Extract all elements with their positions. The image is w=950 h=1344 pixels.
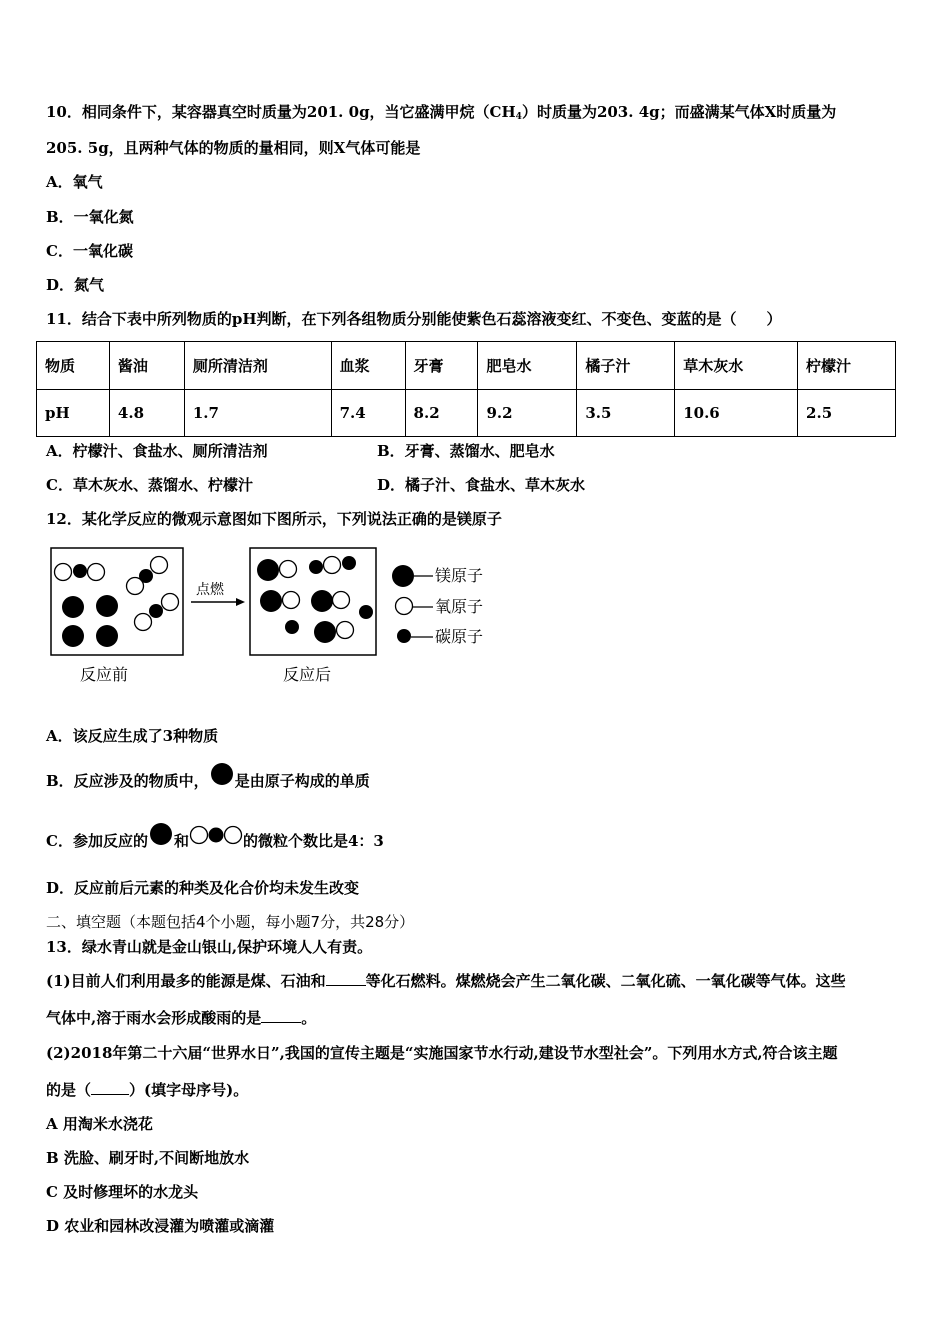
q13-part1-post: 等化石燃料。煤燃烧会产生二氧化碳、二氧化硫、一氧化碳等气体。这些 bbox=[365, 972, 846, 990]
legend-oxygen-label: 氧原子 bbox=[435, 597, 484, 616]
answer-blank[interactable] bbox=[326, 971, 366, 986]
table-cell: 9.2 bbox=[478, 389, 577, 437]
q12-option-c-mid: 和 bbox=[173, 832, 189, 850]
table-cell: 血浆 bbox=[331, 342, 405, 390]
table-cell: 7.4 bbox=[331, 389, 405, 437]
magnesium-atom bbox=[314, 621, 336, 643]
q12-option-c bbox=[46, 822, 384, 861]
oxygen-atom bbox=[151, 557, 168, 574]
magnesium-atom-icon bbox=[209, 763, 235, 801]
arrow-head bbox=[236, 598, 245, 606]
carbon-atom bbox=[342, 556, 356, 570]
oxygen-atom bbox=[337, 622, 354, 639]
oxygen-atom bbox=[280, 561, 297, 578]
carbon-atom bbox=[309, 560, 323, 574]
legend-carbon-atom bbox=[397, 629, 411, 643]
q12-option-b-post: 是由原子构成的单质 bbox=[234, 772, 370, 790]
oxygen-atom bbox=[55, 564, 72, 581]
magnesium-atom bbox=[260, 590, 282, 612]
carbon-atom bbox=[139, 569, 153, 583]
ch4-subscript: 4 bbox=[515, 112, 522, 122]
legend-carbon-label: 碳原子 bbox=[435, 627, 484, 646]
table-cell: 柠檬汁 bbox=[798, 342, 896, 390]
carbon-atom bbox=[285, 620, 299, 634]
q10-line1-pre: 10．相同条件下，某容器真空时质量为201. 0g，当它盛满甲烷（CH bbox=[46, 103, 516, 121]
q12-option-a: A．该反应生成了3种物质 bbox=[46, 727, 219, 745]
q13-part2-line2-post: ）(填字母序号)。 bbox=[129, 1081, 249, 1099]
magnesium-atom bbox=[311, 590, 333, 612]
q13-part1-line1 bbox=[46, 971, 846, 991]
q13-stem: 13．绿水青山就是金山银山,保护环境人人有责。 bbox=[46, 938, 373, 956]
arrow-label: 点燃 bbox=[196, 582, 224, 598]
q10-line1-post: ）时质量为203. 4g；而盛满某气体X时质量为 bbox=[521, 103, 837, 121]
q10-option-b: B．一氧化氮 bbox=[46, 208, 134, 226]
magnesium-atom bbox=[62, 625, 84, 647]
magnesium-atom bbox=[257, 559, 279, 581]
q13-part2-line1: (2)2018年第二十六届“世界水日”,我国的宣传主题是“实施国家节水行动,建设节水型社会”。下列用水方式,符合该主题 bbox=[46, 1044, 838, 1062]
q12-option-d: D．反应前后元素的种类及化合价均未发生改变 bbox=[46, 879, 360, 897]
q11-option-b: B．牙膏、蒸馏水、肥皂水 bbox=[377, 442, 555, 460]
q10-option-c: C．一氧化碳 bbox=[46, 242, 133, 260]
q13-option-c: C 及时修理坏的水龙头 bbox=[46, 1183, 199, 1201]
carbon-atom bbox=[359, 605, 373, 619]
section-heading: 二、填空题（本题包括4个小题，每小题7分，共28分） bbox=[46, 913, 415, 931]
legend-magnesium-atom bbox=[392, 565, 414, 587]
table-cell: 8.2 bbox=[405, 389, 478, 437]
magnesium-atom bbox=[96, 595, 118, 617]
q13-option-a: A 用淘米水浇花 bbox=[46, 1115, 153, 1133]
magnesium-atom-icon bbox=[148, 823, 174, 861]
legend-magnesium-label: 镁原子 bbox=[435, 566, 484, 585]
q10-option-d: D．氮气 bbox=[46, 276, 105, 294]
table-cell: 草木灰水 bbox=[675, 342, 798, 390]
q12-option-b-pre: B．反应涉及的物质中， bbox=[46, 772, 209, 790]
table-cell: 10.6 bbox=[675, 389, 798, 437]
carbon-atom bbox=[73, 564, 87, 578]
table-cell: 肥皂水 bbox=[478, 342, 577, 390]
q10-option-a: A．氧气 bbox=[46, 173, 103, 191]
q11-option-d: D．橘子汁、食盐水、草木灰水 bbox=[377, 476, 586, 494]
q13-option-d: D 农业和园林改浸灌为喷灌或滴灌 bbox=[46, 1217, 275, 1235]
q11-stem: 11．结合下表中所列物质的pH判断，在下列各组物质分别能使紫色石蕊溶液变红、不变色、变蓝的是（ ） bbox=[46, 310, 782, 328]
q13-part2-line2 bbox=[46, 1080, 248, 1100]
q12-option-c-post: 的微粒个数比是4：3 bbox=[242, 832, 384, 850]
table-cell: 物质 bbox=[37, 342, 110, 390]
q13-option-b: B 洗脸、刷牙时,不间断地放水 bbox=[46, 1149, 250, 1167]
table-cell: 1.7 bbox=[184, 389, 331, 437]
table-cell: 3.5 bbox=[577, 389, 675, 437]
magnesium-atom bbox=[96, 625, 118, 647]
q12-stem: 12．某化学反应的微观示意图如下图所示，下列说法正确的是镁原子 bbox=[46, 510, 502, 528]
legend-oxygen-atom bbox=[396, 598, 413, 615]
oxygen-atom bbox=[135, 614, 152, 631]
oxygen-atom bbox=[324, 557, 341, 574]
answer-blank[interactable] bbox=[91, 1080, 129, 1095]
q13-part1-line2-post: 。 bbox=[301, 1009, 317, 1027]
table-cell: 酱油 bbox=[109, 342, 184, 390]
table-cell: 牙膏 bbox=[405, 342, 478, 390]
oxygen-atom bbox=[88, 564, 105, 581]
q13-part1-pre: (1)目前人们利用最多的能源是煤、石油和 bbox=[46, 972, 326, 990]
answer-blank[interactable] bbox=[261, 1008, 301, 1023]
table-cell: 厕所清洁剂 bbox=[184, 342, 331, 390]
q12-option-b bbox=[46, 762, 370, 801]
carbon-atom bbox=[149, 604, 163, 618]
magnesium-atom bbox=[62, 596, 84, 618]
oxygen-atom bbox=[283, 592, 300, 609]
q13-part1-line2 bbox=[46, 1008, 316, 1028]
q11-option-a: A．柠檬汁、食盐水、厕所清洁剂 bbox=[46, 442, 268, 460]
table-cell: pH bbox=[37, 389, 110, 437]
table-cell: 4.8 bbox=[109, 389, 184, 437]
carbon-dioxide-molecule-icon bbox=[189, 823, 243, 861]
q10-line2: 205. 5g，且两种气体的物质的量相同，则X气体可能是 bbox=[46, 139, 421, 157]
table-cell: 橘子汁 bbox=[577, 342, 675, 390]
after-label: 反应后 bbox=[283, 665, 332, 684]
oxygen-atom bbox=[333, 592, 350, 609]
q13-part2-line2-pre: 的是（ bbox=[46, 1081, 92, 1099]
q12-option-c-pre: C．参加反应的 bbox=[46, 832, 148, 850]
before-label: 反应前 bbox=[80, 665, 129, 684]
q11-option-c: C．草木灰水、蒸馏水、柠檬汁 bbox=[46, 476, 253, 494]
q13-part1-line2-pre: 气体中,溶于雨水会形成酸雨的是 bbox=[46, 1009, 262, 1027]
oxygen-atom bbox=[162, 594, 179, 611]
table-cell: 2.5 bbox=[798, 389, 896, 437]
